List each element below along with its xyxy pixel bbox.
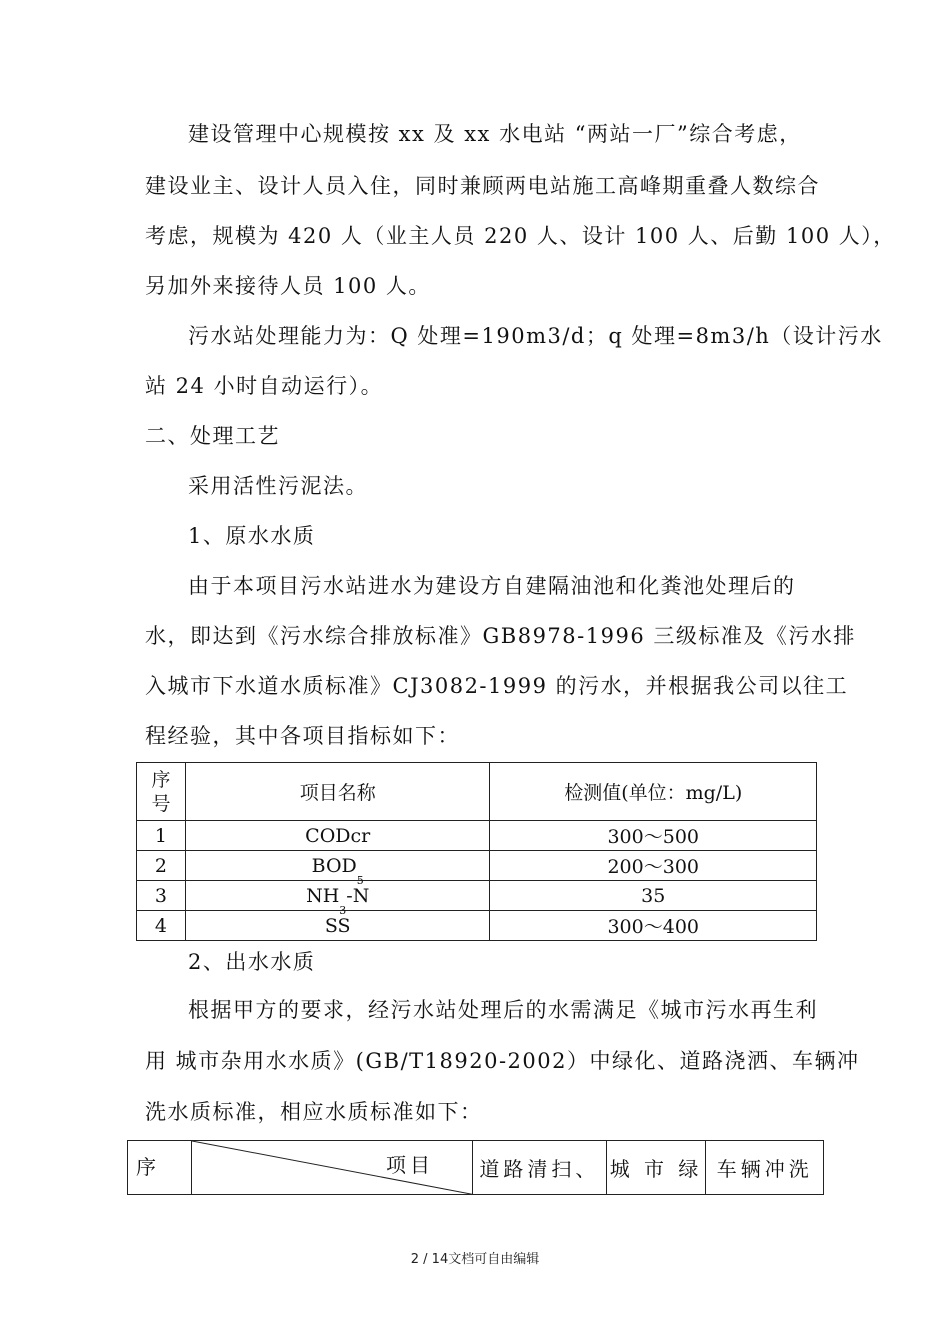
subsection-heading: 2、出水水质 <box>188 950 316 974</box>
effluent-quality-table <box>127 1140 824 1195</box>
row-no: 2 <box>137 851 186 881</box>
row-name-cell <box>185 881 490 917</box>
row-name-subscript: 5 <box>356 873 364 887</box>
row-name-cell <box>185 851 490 887</box>
paragraph-line: 水，即达到《污水综合排放标准》GB8978-1996 三级标准及《污水排 <box>145 624 856 648</box>
paragraph-line: 建设业主、设计人员入住，同时兼顾两电站施工高峰期重叠人数综合 <box>145 174 820 198</box>
paragraph-line: 站 24 小时自动运行）。 <box>145 374 384 398</box>
header-no: 序号 <box>151 768 171 815</box>
paragraph-line: 洗水质标准，相应水质标准如下： <box>145 1100 483 1124</box>
paragraph-line: 另加外来接待人员 100 人。 <box>145 274 431 298</box>
row-name: NH <box>306 884 340 907</box>
row-name-subscript: 3 <box>339 903 347 917</box>
paragraph-line: 采用活性污泥法。 <box>188 474 368 498</box>
row-value: 300～400 <box>490 911 817 941</box>
row-no: 3 <box>137 881 186 911</box>
table-row <box>137 911 817 941</box>
header-city-greening: 城 市 绿 <box>606 1141 706 1195</box>
paragraph-line: 程经验，其中各项目指标如下： <box>145 724 460 748</box>
subsection-heading: 1、原水水质 <box>188 524 316 548</box>
row-name: BOD <box>311 854 357 877</box>
row-no: 4 <box>137 911 186 941</box>
paragraph-line: 考虑，规模为 420 人（业主人员 220 人、设计 100 人、后勤 100 人）， <box>145 224 896 248</box>
section-heading: 二、处理工艺 <box>145 424 280 448</box>
paragraph-line: 入城市下水道水质标准》CJ3082-1999 的污水，并根据我公司以往工 <box>145 674 849 698</box>
table-header-cell <box>137 763 186 821</box>
raw-water-quality-table <box>136 762 817 941</box>
paragraph-line: 根据甲方的要求，经污水站处理后的水需满足《城市污水再生利 <box>188 998 818 1022</box>
table-header-cell: 检测值(单位：mg/L) <box>490 763 817 821</box>
header-diagonal-cell <box>192 1141 473 1195</box>
paragraph-line: 污水站处理能力为：Q 处理=190m3/d；q 处理=8m3/h（设计污水 <box>188 324 883 348</box>
row-name-suffix: -N <box>346 884 370 907</box>
row-value: 35 <box>490 881 817 911</box>
table-header-row <box>128 1141 824 1195</box>
header-road-cleaning: 道路清扫、 <box>473 1141 607 1195</box>
header-item: 项目 <box>386 1153 435 1177</box>
paragraph-line: 建设管理中心规模按 xx 及 xx 水电站 “两站一厂”综合考虑， <box>188 122 802 146</box>
paragraph-line: 由于本项目污水站进水为建设方自建隔油池和化粪池处理后的 <box>188 574 796 598</box>
table-row <box>137 821 817 851</box>
paragraph-line: 用 城市杂用水水质》(GB/T18920-2002）中绿化、道路浇洒、车辆冲 <box>145 1049 860 1073</box>
row-name: CODcr <box>185 821 490 851</box>
row-no: 1 <box>137 821 186 851</box>
table-row <box>137 881 817 911</box>
header-vehicle-washing: 车辆冲洗 <box>706 1141 824 1195</box>
table-row <box>137 851 817 881</box>
table-header-cell: 项目名称 <box>185 763 490 821</box>
row-name: SS <box>185 911 490 941</box>
row-value: 200～300 <box>490 851 817 881</box>
row-value: 300～500 <box>490 821 817 851</box>
header-no: 序 <box>128 1141 192 1195</box>
page-footer: 2 / 14文档可自由编辑 <box>410 1252 540 1267</box>
